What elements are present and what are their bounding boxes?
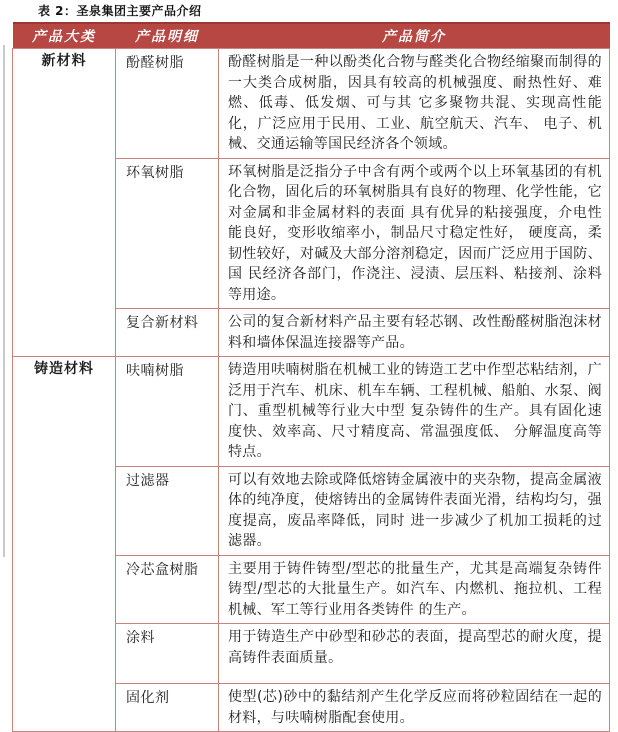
description-cell-filter: 可以有效地去除或降低熔铸金属液中的夹杂物，提高金属液体的纯净度，使熔铸出的金属铸件表面光滑，结构均匀，强度提高，废品率降低，同时 进一步减少了机加工损耗的过滤器。 [219,466,610,555]
table-row [13,49,610,159]
column-header-description: 产品简介 [219,23,610,49]
detail-cell-epoxy-resin: 环氧树脂 [116,158,219,309]
category-cell-casting-materials: 铸造材料 [13,357,116,732]
products-table [12,22,610,732]
description-cell-furan-resin: 铸造用呋喃树脂在机械工业的铸造工艺中作型芯粘结剂，广泛用于汽车、机床、机车车辆、工程机械、船舶、水泵、阀门、重型机械等行业大中型 复杂铸件的生产。具有固化速度快、效率高、尺寸精度高、常温强度低、 分解温度高等特点。 [219,357,610,467]
detail-cell-cold-box-resin: 冷芯盒树脂 [116,555,219,624]
table-title: 表 2：圣泉集团主要产品介绍 [38,4,202,18]
detail-cell-coating: 涂料 [116,624,219,684]
description-cell-phenolic-resin: 酚醛树脂是一种以酚类化合物与醛类化合物经缩聚而制得的一大类合成树脂，因具有较高的机械强度、耐热性好、难燃、低毒、低发烟、可与其 它多聚物共混、实现高性能化，广泛应用于民用、工业、航空航天、汽车、 电子、机械、交通运输等国民经济各个领域。 [219,49,610,159]
column-header-detail: 产品明细 [116,23,219,49]
detail-cell-filter: 过滤器 [116,466,219,555]
detail-cell-composite-materials: 复合新材料 [116,309,219,357]
column-header-category: 产品大类 [13,23,116,49]
description-cell-coating: 用于铸造生产中砂型和砂芯的表面，提高型芯的耐火度，提高铸件表面质量。 [219,624,610,684]
table-header-row [13,23,610,49]
description-cell-curing-agent: 使型(芯)砂中的黏结剂产生化学反应而将砂粒固结在一起的材料，与呋喃树脂配套使用。 [219,684,610,732]
detail-cell-phenolic-resin: 酚醛树脂 [116,49,219,159]
table-row [13,357,610,467]
description-cell-composite-materials: 公司的复合新材料产品主要有轻芯钢、改性酚醛树脂泡沫材料和墙体保温连接器等产品。 [219,309,610,357]
detail-cell-curing-agent: 固化剂 [116,684,219,732]
page-edge-strip [3,45,5,557]
description-cell-epoxy-resin: 环氧树脂是泛指分子中含有两个或两个以上环氧基团的有机化合物，固化后的环氧树脂具有良好的物理、化学性能，它对金属和非金属材料的表面 具有优异的粘接强度，介电性能良好，变形收缩率小，制品尺寸稳定性好， 硬度高，柔韧性较好，对碱及大部分溶剂稳定，因而广泛应用于国防、国 民经济各部门，作浇注、浸渍、层压料、粘接剂、涂料等用途。 [219,158,610,309]
description-cell-cold-box-resin: 主要用于铸件铸型/型芯的批量生产，尤其是高端复杂铸件铸型/型芯的大批量生产。如汽车、内燃机、拖拉机、工程机械、军工等行业用各类铸件 的生产。 [219,555,610,624]
detail-cell-furan-resin: 呋喃树脂 [116,357,219,467]
category-cell-new-materials: 新材料 [13,49,116,357]
